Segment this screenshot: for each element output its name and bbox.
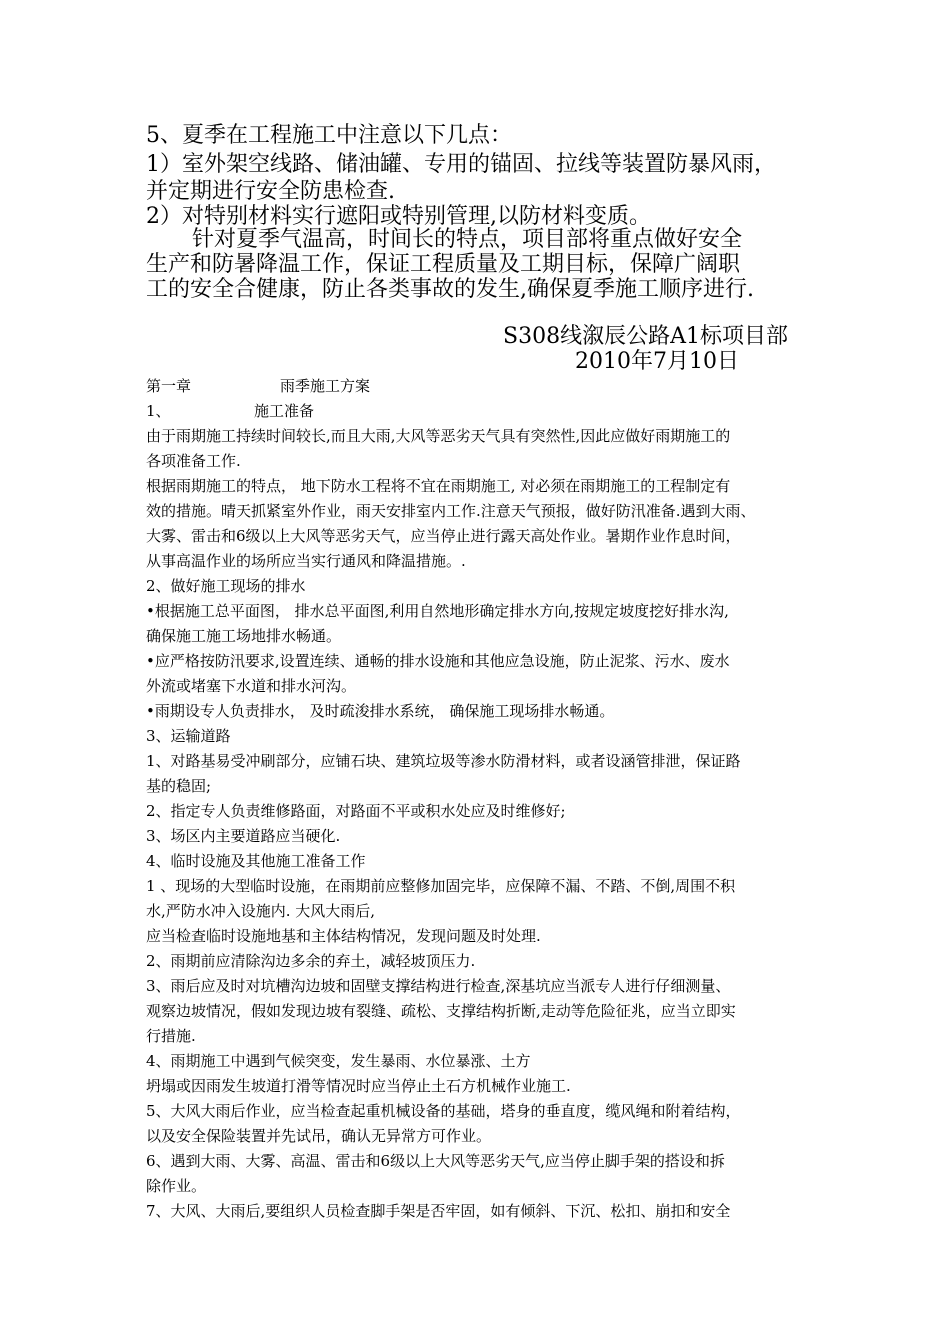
body-line: 大雾、雷击和6级以上大风等恶劣天气，应当停止进行露天高处作业。暑期作业作息时间， [146, 527, 741, 545]
body-line: 2、雨期前应清除沟边多余的弃土，减轻坡顶压力. [146, 952, 476, 970]
body-line: 坍塌或因雨发生坡道打滑等情况时应当停止土石方机械作业施工. [146, 1077, 571, 1095]
body-line: 应当检查临时设施地基和主体结构情况，发现问题及时处理. [146, 927, 541, 945]
body-line: 以及安全保险装置并先试吊，确认无异常方可作业。 [146, 1127, 492, 1145]
summer-paragraph-line-2: 生产和防暑降温工作，保证工程质量及工期目标，保障广阔职 [146, 252, 741, 277]
body-line: 5、大风大雨后作业，应当检查起重机械设备的基础，塔身的垂直度，缆风绳和附着结构， [146, 1102, 741, 1120]
body-line: •应严格按防汛要求,设置连续、通畅的排水设施和其他应急设施，防止泥浆、污水、废水 [146, 652, 730, 670]
section-1-number: 1、 [146, 402, 171, 420]
body-line: 1、对路基易受冲刷部分，应铺石块、建筑垃圾等渗水防滑材料，或者设涵管排泄，保证路 [146, 752, 741, 770]
body-line: 除作业。 [146, 1177, 207, 1195]
chapter-label: 第一章 [146, 377, 192, 395]
body-line: 2、指定专人负责维修路面，对路面不平或积水处应及时维修好; [146, 802, 566, 820]
summer-item-2: 2）对特别材料实行遮阳或特别管理,以防材料变质。 [146, 204, 651, 229]
body-line: 观察边坡情况，假如发现边坡有裂缝、疏松、支撑结构折断,走动等危险征兆，应当立即实 [146, 1002, 736, 1020]
summer-item-1-line-2: 并定期进行安全防患检查. [146, 179, 395, 204]
body-line: 3、雨后应及时对坑槽沟边坡和固壁支撑结构进行检查,深基坑应当派专人进行仔细测量、 [146, 977, 731, 995]
body-line: 3、运输道路 [146, 727, 231, 745]
body-line: 7、大风、大雨后,要组织人员检查脚手架是否牢固，如有倾斜、下沉、松扣、崩扣和安全 [146, 1202, 731, 1220]
summer-item-1-line-1: 1）室外架空线路、储油罐、专用的锚固、拉线等装置防暴风雨， [146, 152, 776, 177]
body-line: 从事高温作业的场所应当实行通风和降温措施。. [146, 552, 466, 570]
body-line: 4、临时设施及其他施工准备工作 [146, 852, 366, 870]
signature-date: 2010年7月10日 [575, 349, 739, 374]
body-line: 水,严防水冲入设施内. 大风大雨后, [146, 902, 376, 920]
summer-heading: 5、夏季在工程施工中注意以下几点： [146, 123, 512, 148]
body-line: 3、场区内主要道路应当硬化. [146, 827, 341, 845]
body-line: 效的措施。晴天抓紧室外作业，雨天安排室内工作.注意天气预报，做好防汛准备.遇到大雨、 [146, 502, 756, 520]
summer-paragraph-line-3: 工的安全合健康，防止各类事故的发生,确保夏季施工顺序进行. [146, 277, 754, 302]
body-line: •根据施工总平面图， 排水总平面图,利用自然地形确定排水方向,按规定坡度挖好排水沟, [146, 602, 729, 620]
body-line: 基的稳固; [146, 777, 212, 795]
body-line: 2、做好施工现场的排水 [146, 577, 306, 595]
body-line: 根据雨期施工的特点， 地下防水工程将不宜在雨期施工, 对必须在雨期施工的工程制定有 [146, 477, 731, 495]
body-line: 外流或堵塞下水道和排水河沟。 [146, 677, 357, 695]
body-line: 各项准备工作. [146, 452, 241, 470]
signature-org: S308线溆辰公路A1标项目部 [503, 324, 788, 349]
body-line: •雨期设专人负责排水， 及时疏浚排水系统， 确保施工现场排水畅通。 [146, 702, 615, 720]
body-line: 行措施. [146, 1027, 196, 1045]
body-line: 确保施工施工场地排水畅通。 [146, 627, 342, 645]
body-line: 1 、现场的大型临时设施，在雨期前应整修加固完毕，应保障不漏、不踏、不倒,周围不积 [146, 877, 736, 895]
body-line: 4、雨期施工中遇到气候突变，发生暴雨、水位暴涨、土方 [146, 1052, 531, 1070]
chapter-title: 雨季施工方案 [280, 377, 371, 395]
section-1-title: 施工准备 [254, 402, 315, 420]
body-line: 由于雨期施工持续时间较长,而且大雨,大风等恶劣天气具有突然性,因此应做好雨期施工的 [146, 427, 731, 445]
summer-paragraph-line-1: 针对夏季气温高，时间长的特点，项目部将重点做好安全 [192, 227, 743, 252]
body-line: 6、遇到大雨、大雾、高温、雷击和6级以上大风等恶劣天气,应当停止脚手架的搭设和拆 [146, 1152, 725, 1170]
